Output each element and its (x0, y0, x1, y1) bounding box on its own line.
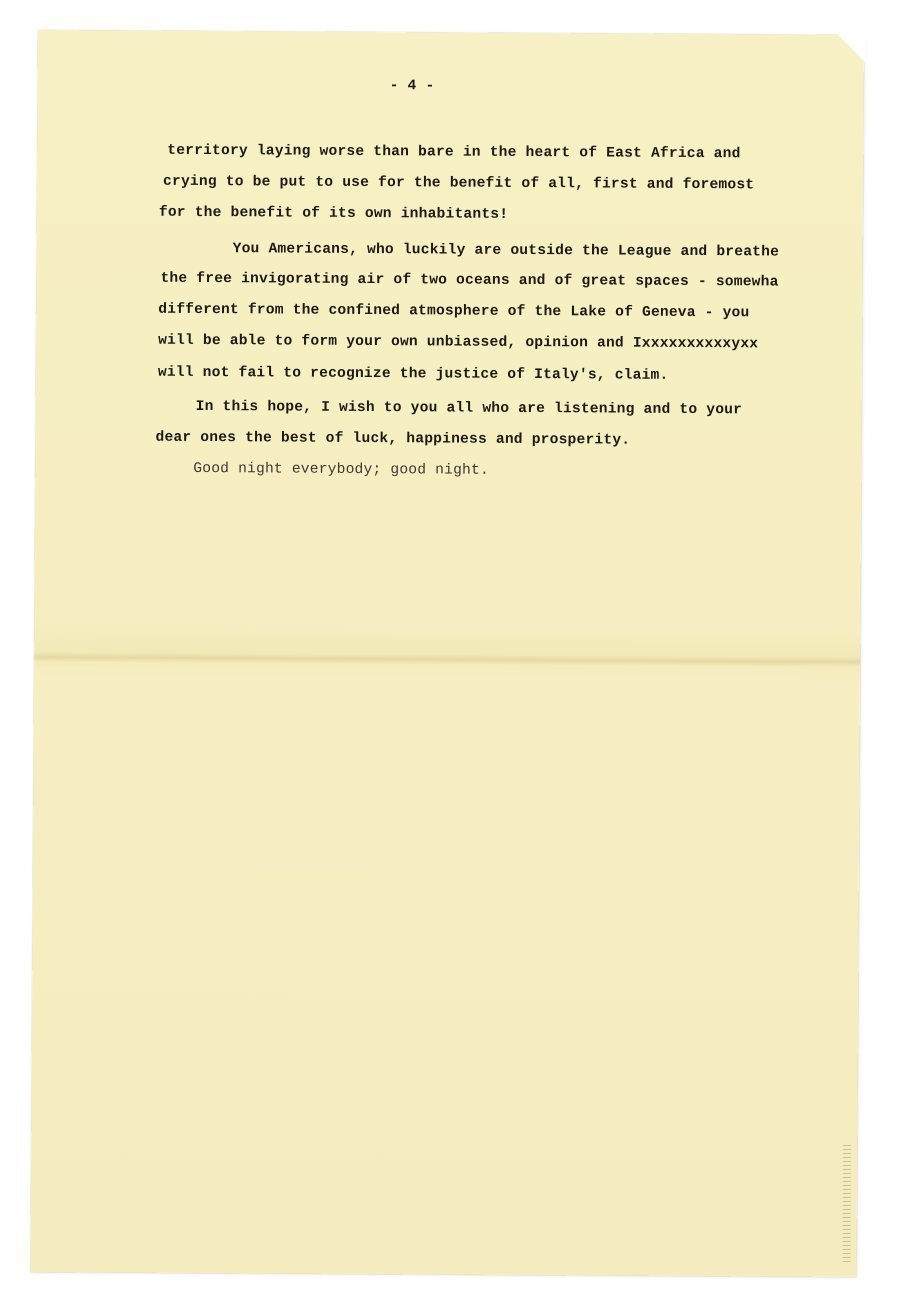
paper-fold-crease (34, 652, 860, 667)
paragraph-1-line-1: territory laying worse than bare in the heart of East Africa and (167, 142, 741, 163)
paragraph-1-line-2: crying to be put to use for the benefit of all, first and foremost (163, 173, 755, 194)
closing-line: Good night everybody; good night. (193, 460, 489, 479)
paragraph-3-line-2: dear ones the best of luck, happiness and prosperity. (155, 429, 631, 449)
paragraph-1-line-3: for the benefit of its own inhabitants! (158, 204, 509, 223)
typed-letter-page (30, 30, 864, 1277)
paragraph-2-line-5: will not fail to recognize the justice of Italy's, claim. (157, 364, 669, 384)
paragraph-2-line-1: You Americans, who luckily are outside the League and breathe (232, 241, 780, 261)
folded-corner (836, 33, 866, 63)
paragraph-2-line-3: different from the confined atmosphere of the Lake of Geneva - you (158, 301, 750, 322)
paragraph-2-line-2: the free invigorating air of two oceans and of great spaces - somewha (160, 270, 779, 291)
paper-edge-wear (842, 1145, 851, 1265)
paragraph-3-line-1: In this hope, I wish to you all who are listening and to your (195, 398, 743, 419)
paragraph-2-line-4: will be able to form your own unbiassed, opinion and Ixxxxxxxxxxyxx (158, 332, 759, 353)
page-number: - 4 - (389, 78, 435, 95)
